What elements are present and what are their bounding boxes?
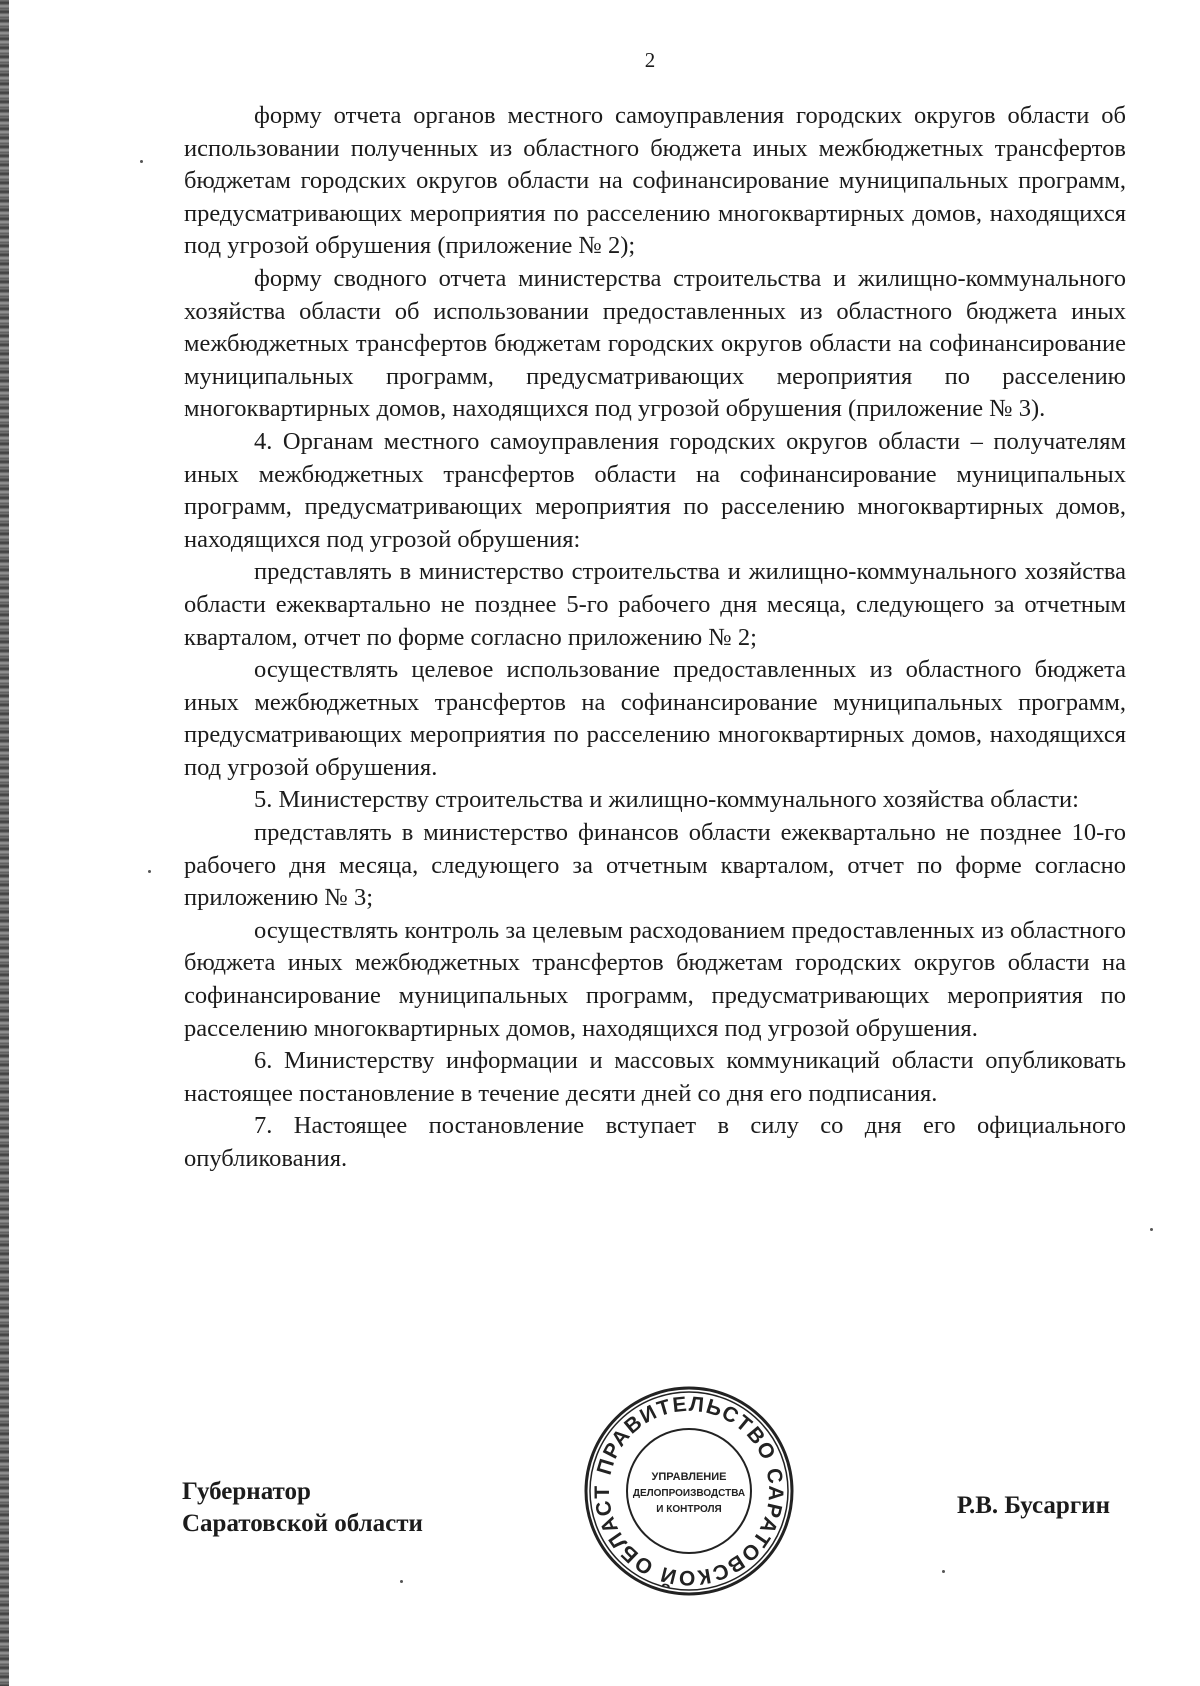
page-number: 2 xyxy=(644,48,656,72)
paragraph-item-4-report: представлять в министерство строительства и жилищно-коммунального хозяйства области ежеквартально не позднее 5-го рабочего дня месяца, следующего за отчетным кварталом, отчет по форме согласно приложению № 2; xyxy=(184,558,1126,651)
scan-speck xyxy=(942,1570,945,1573)
seal-inner-line1: УПРАВЛЕНИЕ xyxy=(651,1471,727,1483)
paragraph-item-5-control: осуществлять контроль за целевым расходованием предоставленных из областного бюджета иных межбюджетных трансфертов бюджетам городских округов области на софинансирование муниципальных программ, предусматривающих мероприятия по расселению многоквартирных домов, находящихся под угрозой обрушения. xyxy=(184,916,1126,1042)
official-seal xyxy=(582,1384,796,1598)
paragraph-item-4: 4. Органам местного самоуправления городских округов области – получателям иных межбюджетных трансфертов области на софинансирование муниципальных программ, предусматривающих мероприятия по расселению многоквартирных домов, находящихся под угрозой обрушения: xyxy=(184,427,1126,553)
seal-inner-line3: И КОНТРОЛЯ xyxy=(656,1504,722,1515)
paragraph-item-7: 7. Настоящее постановление вступает в силу со дня его официального опубликования. xyxy=(184,1112,1126,1172)
seal-graphic xyxy=(582,1384,796,1598)
signatory-position xyxy=(182,1476,423,1540)
signatory-name: Р.В. Бусаргин xyxy=(956,1492,1110,1519)
paragraph-item-6: 6. Министерству информации и массовых коммуникаций области опубликовать настоящее постановление в течение десяти дней со дня его подписания. xyxy=(184,1047,1126,1107)
paragraph-item-5: 5. Министерству строительства и жилищно-коммунального хозяйства области: xyxy=(254,786,1079,814)
paragraph-item-4-use: осуществлять целевое использование предоставленных из областного бюджета иных межбюджетных трансфертов на софинансирование муниципальных программ, предусматривающих мероприятия по расселению многоквартирных домов, находящихся под угрозой обрушения. xyxy=(184,656,1126,781)
scan-speck xyxy=(1150,1228,1153,1231)
seal-outer-text: ПРАВИТЕЛЬСТВО САРАТОВСКОЙ ОБЛАСТ xyxy=(590,1392,788,1590)
scan-speck xyxy=(140,160,143,163)
signatory-position-line1: Губернатор xyxy=(182,1478,311,1505)
paragraph-item-5-report: представлять в министерство финансов области ежеквартально не позднее 10-го рабочего дня месяца, следующего за отчетным кварталом, отчет по форме согласно приложению № 3; xyxy=(184,819,1126,912)
document-body xyxy=(184,100,1126,1176)
scan-speck xyxy=(400,1580,403,1583)
scan-speck xyxy=(148,870,151,873)
seal-inner-line2: ДЕЛОПРОИЗВОДСТВА xyxy=(632,1488,746,1499)
paragraph-report-form-2: форму отчета органов местного самоуправления городских округов области об использовании полученных из областного бюджета иных межбюджетных трансфертов бюджетам городских округов области на софинансирование муниципальных программ, предусматривающих мероприятия по расселению многоквартирных домов, находящихся под угрозой обрушения (приложение № 2); xyxy=(184,102,1126,260)
signatory-position-line2: Саратовской области xyxy=(182,1510,423,1537)
scan-edge xyxy=(0,0,9,1686)
paragraph-report-form-3: форму сводного отчета министерства строительства и жилищно-коммунального хозяйства области об использовании предоставленных из областного бюджета иных межбюджетных трансфертов бюджетам городских округов области на софинансирование муниципальных программ, предусматривающих мероприятия по расселению многоквартирных домов, находящихся под угрозой обрушения (приложение № 3). xyxy=(184,264,1126,423)
